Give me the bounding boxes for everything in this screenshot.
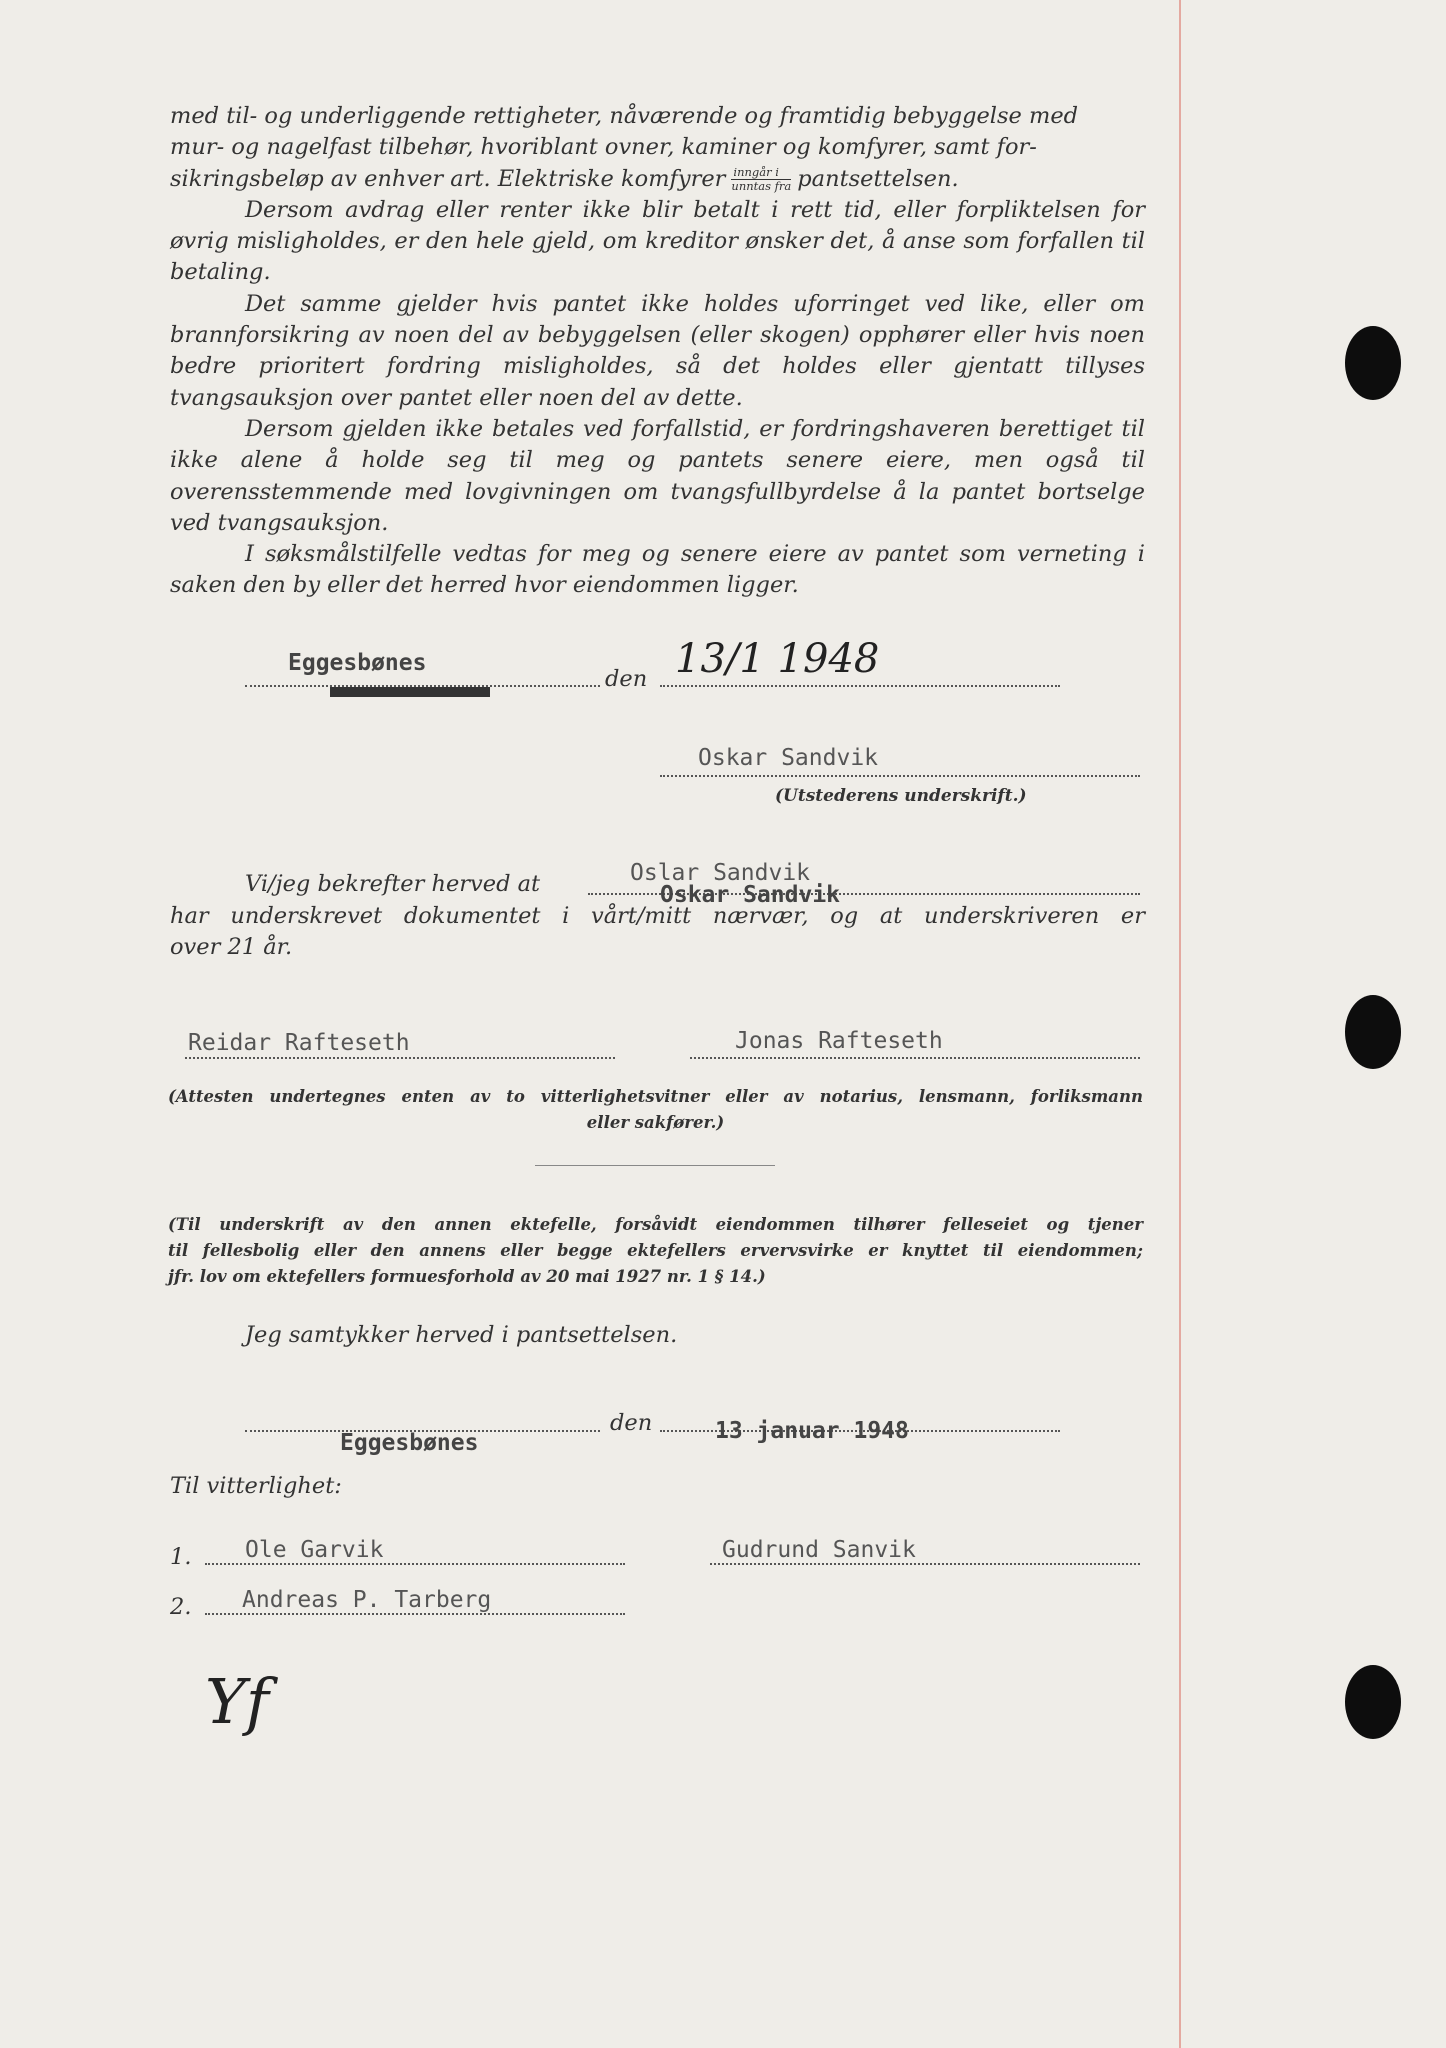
terms-line: mur- og nagelfast tilbehør, hvoriblant ovner, kaminer og komfyrer, samt for- [170,134,1037,161]
issuer-name: Oskar Sandvik [698,745,879,771]
terms-line-part: pantsettelsen. [797,165,959,192]
terms-line-part: sikringsbeløp av enhver art. Elektriske komfyrer [170,165,726,192]
attest-note-line-1: (Attesten undertegnes enten av to vitterlighetsvitner eller av notarius, lensmann, forliksmann [168,1087,1143,1106]
spouse-note-line-1: (Til underskrift av den annen ektefelle, forsåvidt eiendommen tilhører felleseiet og tjener [168,1215,1143,1234]
spouse-dotted-line [710,1563,1140,1565]
fraction-bottom: unntas fra [731,179,792,194]
consent-witness-1-dotted-line [205,1563,625,1565]
strikeout-bar [330,687,490,697]
signature-dotted-line [660,775,1140,777]
terms-line [170,164,1145,195]
consent-date: 13 januar 1948 [715,1418,909,1444]
vitterlighet-label: Til vitterlighet: [170,1473,342,1499]
punch-hole [1345,995,1401,1069]
spouse-signature: Gudrund Sanvik [722,1537,916,1563]
handwritten-date: 13/1 1948 [675,636,880,682]
issuer-signature-label: (Utstederens underskrift.) [775,786,1027,806]
consent-place: Eggesbønes [340,1430,479,1456]
clerk-initials: Yf [205,1665,269,1738]
confirm-line-3: over 21 år. [170,934,293,960]
punch-hole [1345,326,1401,400]
spouse-note-line-3: jfr. lov om ektefellers formuesforhold av 20 mai 1927 nr. 1 § 14.) [168,1267,766,1286]
witness-number-2: 2. [170,1594,192,1620]
maintenance-clause: Det samme gjelder hvis pantet ikke holdes uforringet ved like, eller om brannforsikring av noen del av bebyggelsen (eller skogen) opphører eller hvis noen bedre prioritert fordring misligholdes, så det holdes eller gjentatt tillyses tvangsauksjon over pantet eller noen del av dette. [170,290,1145,411]
consent-witness-1: Ole Garvik [245,1537,384,1563]
fraction-top: inngår i [731,166,791,180]
date-dotted-line [660,685,1060,687]
punch-hole [1345,1665,1401,1739]
consent-den-label: den [610,1410,653,1436]
venue-clause: I søksmålstilfelle vedtas for meg og senere eiere av pantet som verneting i saken den by eller det herred hvor eiendommen ligger. [170,541,1145,599]
mortgage-terms [170,101,1145,602]
consent-text: Jeg samtykker herved i pantsettelsen. [245,1322,678,1348]
margin-rule [1179,0,1181,2048]
consent-witness-2: Andreas P. Tarberg [242,1587,492,1613]
attest-note-line-2: eller sakfører.) [586,1113,725,1132]
spouse-note-line-2: til fellesbolig eller den annens eller begge ektefellers ervervsvirke er knyttet til eiendommen; [168,1241,1143,1260]
witness-2-name: Jonas Rafteseth [735,1028,943,1054]
confirm-name-typed: Oskar Sandvik [660,882,841,908]
confirm-name-written: Oslar Sandvik [630,860,811,886]
enforcement-clause: Dersom gjelden ikke betales ved forfallstid, er fordringshaveren berettiget til ikke alene å holde seg til meg og pantets senere eiere, men også til overensstemmende med lovgivningen om tvangsfullbyrdelse å la pantet bortselge ved tvangsauksjon. [170,415,1145,536]
den-label: den [605,666,648,692]
witness-1-dotted-line [185,1057,615,1059]
divider [535,1165,775,1166]
confirm-line-2: har underskrevet dokumentet i vårt/mitt nærvær, og at underskriveren er [170,903,1145,929]
terms-line: med til- og underliggende rettigheter, nåværende og framtidig bebyggelse med [170,103,1079,129]
default-clause: Dersom avdrag eller renter ikke blir betalt i rett tid, eller forpliktelsen for øvrig misligholdes, er den hele gjeld, om kreditor ønsker det, å anse som forfallen til betaling. [170,196,1145,286]
place-typed: Eggesbønes [288,650,427,676]
witness-number-1: 1. [170,1544,192,1570]
witness-1-name: Reidar Rafteseth [188,1030,410,1056]
witness-2-dotted-line [690,1057,1140,1059]
consent-witness-2-dotted-line [205,1613,625,1615]
alternative-fraction [731,166,791,193]
confirm-label: Vi/jeg bekrefter herved at [245,871,541,897]
